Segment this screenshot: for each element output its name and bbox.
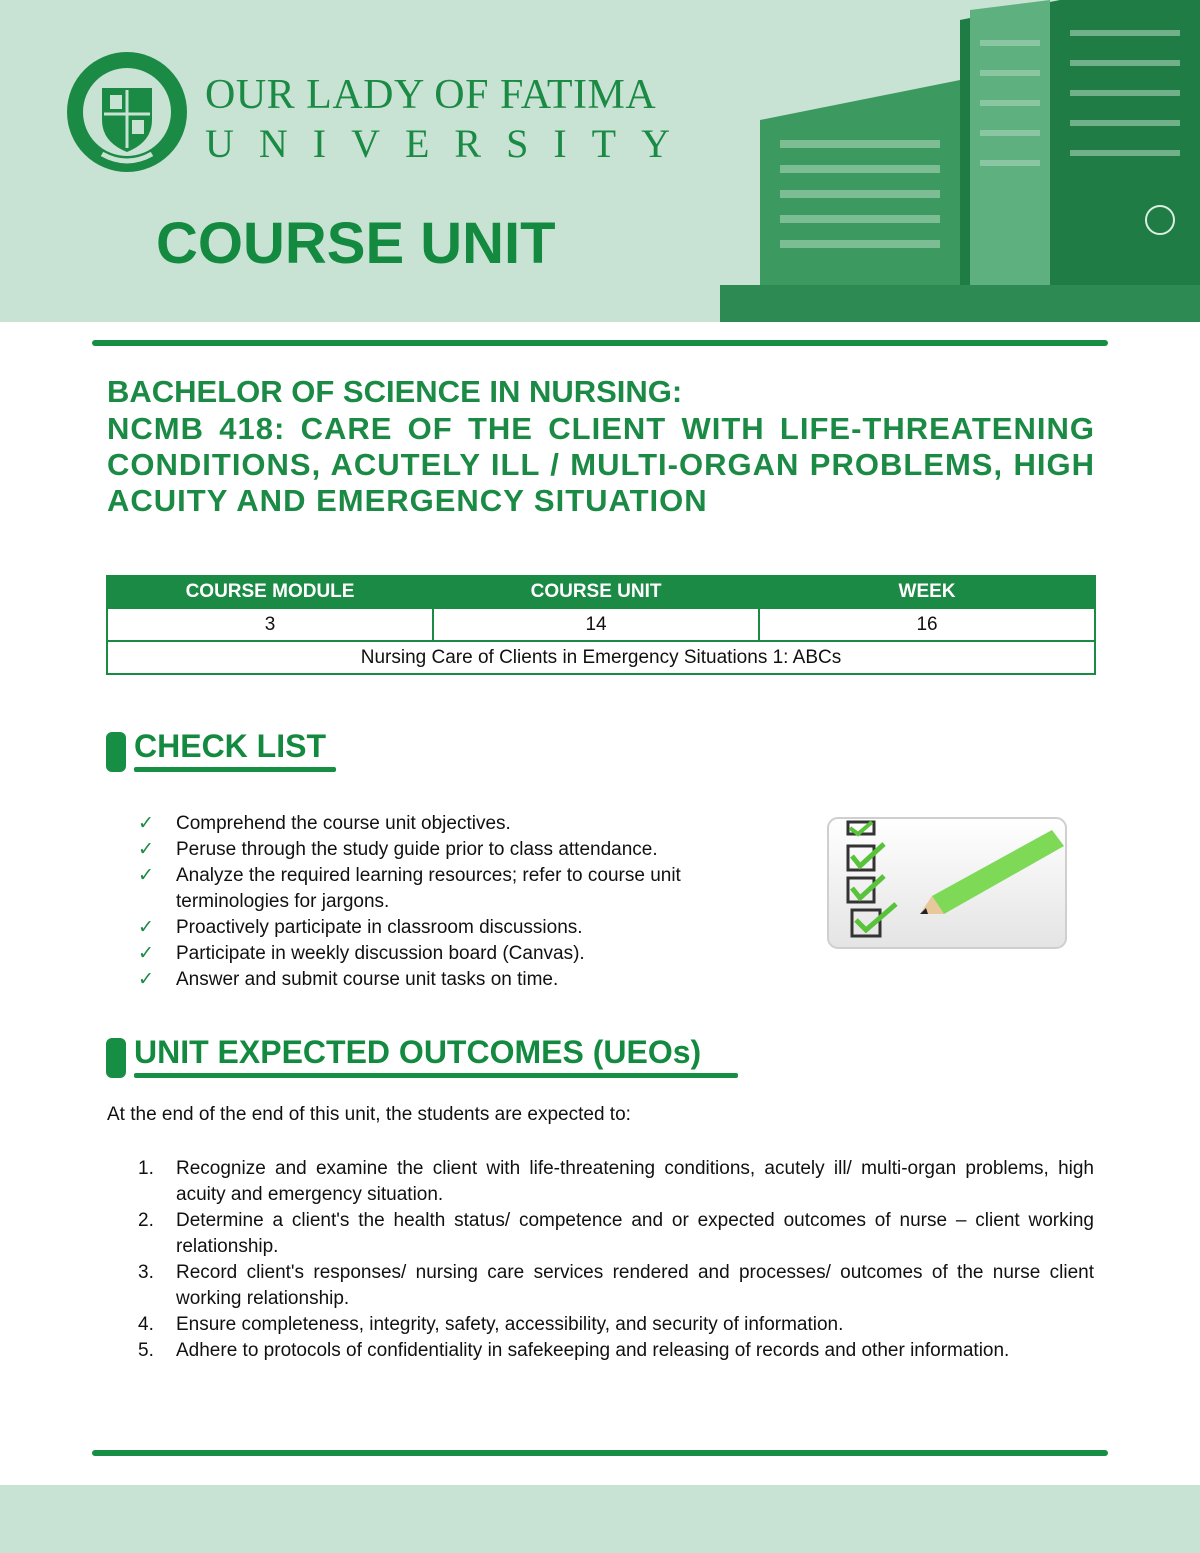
university-name-line1: OUR LADY OF FATIMA — [205, 72, 657, 118]
banner-title: COURSE UNIT — [156, 211, 556, 276]
list-item — [138, 837, 798, 863]
program-heading — [107, 373, 1095, 519]
checklist-item-text: Comprehend the course unit objectives. — [176, 813, 511, 834]
list-item — [138, 1338, 1094, 1364]
course-info-table — [106, 575, 1096, 675]
ueo-list — [138, 1156, 1094, 1364]
item-number: 4. — [138, 1314, 154, 1335]
course-title: NCMB 418: CARE OF THE CLIENT WITH LIFE-THREATENING CONDITIONS, ACUTELY ILL / MULTI-ORGAN PROBLEMS, HIGH ACUITY AND EMERGENCY SITUATION — [107, 411, 1095, 518]
checkmark-icon: ✓ — [138, 943, 154, 964]
list-item — [138, 967, 798, 993]
checklist-item-text: Analyze the required learning resources; refer to course unit terminologies for jargons. — [176, 865, 681, 912]
ueo-item-text: Ensure completeness, integrity, safety, accessibility, and security of information. — [176, 1314, 844, 1335]
ueo-title: UNIT EXPECTED OUTCOMES (UEOs) — [134, 1034, 702, 1070]
ueo-intro: At the end of the end of this unit, the students are expected to: — [107, 1104, 631, 1125]
section-marker — [106, 1038, 126, 1078]
checklist-item-text: Answer and submit course unit tasks on time. — [176, 969, 559, 990]
checklist-underline — [134, 767, 336, 772]
value-week: 16 — [759, 608, 1095, 641]
header-course-unit: COURSE UNIT — [433, 576, 759, 608]
item-number: 1. — [138, 1158, 154, 1179]
item-number: 5. — [138, 1340, 154, 1361]
header-week: WEEK — [759, 576, 1095, 608]
item-number: 3. — [138, 1262, 154, 1283]
checkmark-icon: ✓ — [138, 969, 154, 990]
checklist — [138, 811, 798, 993]
list-item — [138, 863, 798, 915]
checklist-item-text: Proactively participate in classroom discussions. — [176, 917, 583, 938]
checkmark-icon: ✓ — [138, 865, 154, 886]
ueo-item-text: Record client's responses/ nursing care services rendered and processes/ outcomes of the nurse client working relationship. — [176, 1262, 1094, 1309]
section-marker — [106, 732, 126, 772]
checkmark-icon: ✓ — [138, 813, 154, 834]
ueo-underline — [134, 1073, 738, 1078]
top-divider — [92, 340, 1108, 346]
header-course-module: COURSE MODULE — [107, 576, 433, 608]
footer-band — [0, 1485, 1200, 1553]
list-item — [138, 1312, 1094, 1338]
checklist-item-text: Peruse through the study guide prior to class attendance. — [176, 839, 658, 860]
checkmark-icon: ✓ — [138, 917, 154, 938]
list-item — [138, 1260, 1094, 1312]
checklist-pencil-image — [826, 816, 1068, 966]
ueo-item-text: Recognize and examine the client with life-threatening conditions, acutely ill/ multi-organ problems, high acuity and emergency situation. — [176, 1158, 1094, 1205]
header-banner — [0, 0, 1200, 322]
list-item — [138, 1208, 1094, 1260]
university-name-line2: UNIVERSITY — [205, 121, 695, 166]
checkmark-icon: ✓ — [138, 839, 154, 860]
item-number: 2. — [138, 1210, 154, 1231]
program-title: BACHELOR OF SCIENCE IN NURSING: — [107, 374, 683, 409]
building-image — [720, 0, 1200, 322]
list-item — [138, 915, 798, 941]
checklist-item-text: Participate in weekly discussion board (Canvas). — [176, 943, 585, 964]
ueo-item-text: Determine a client's the health status/ competence and or expected outcomes of nurse – client working relationship. — [176, 1210, 1094, 1257]
bottom-divider — [92, 1450, 1108, 1456]
list-item — [138, 941, 798, 967]
ueo-item-text: Adhere to protocols of confidentiality in safekeeping and releasing of records and other information. — [176, 1340, 1010, 1361]
list-item — [138, 1156, 1094, 1208]
value-course-unit: 14 — [433, 608, 759, 641]
value-course-module: 3 — [107, 608, 433, 641]
university-name — [205, 72, 695, 166]
checklist-title: CHECK LIST — [134, 728, 326, 764]
unit-topic: Nursing Care of Clients in Emergency Situations 1: ABCs — [107, 641, 1095, 674]
list-item — [138, 811, 798, 837]
university-seal-icon — [62, 50, 192, 175]
